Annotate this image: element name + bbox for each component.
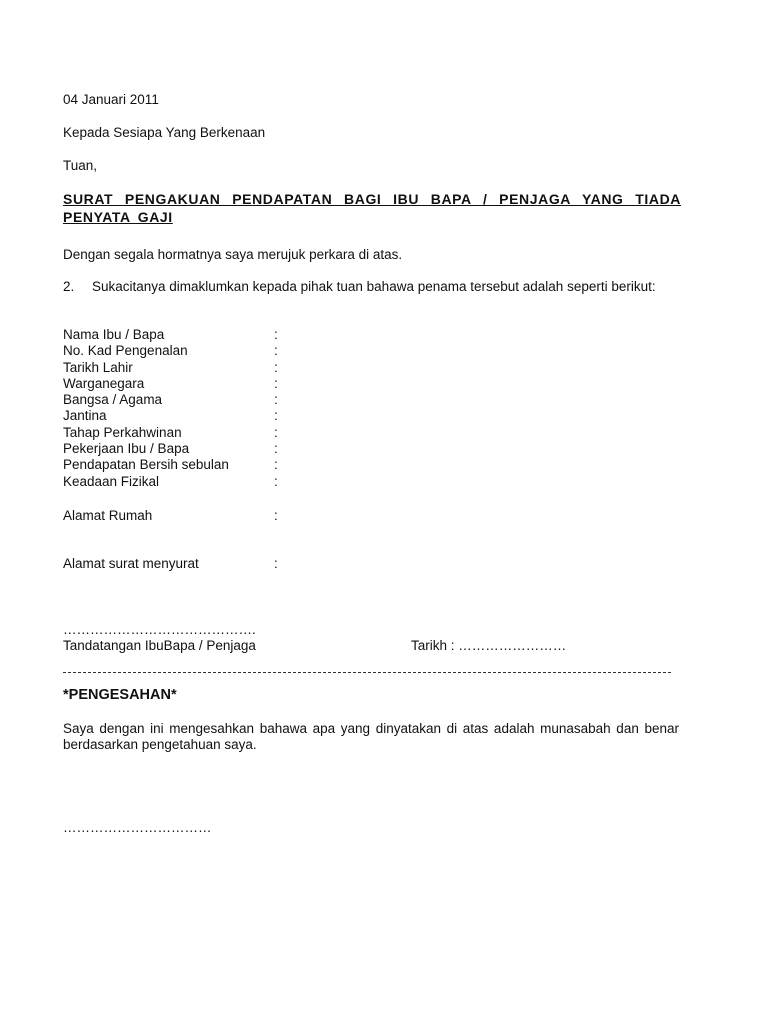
field-row	[63, 376, 363, 392]
field-row	[63, 360, 363, 376]
field-label: Jantina	[63, 408, 107, 424]
field-row	[63, 425, 363, 441]
letter-title: SURAT PENGAKUAN PENDAPATAN BAGI IBU BAPA / PENJAGA YANG TIADA PENYATA GAJI	[63, 191, 681, 225]
parent-signature-line: …………………………………….	[63, 622, 256, 637]
field-colon: :	[274, 327, 278, 342]
field-label: Tarikh Lahir	[63, 359, 133, 375]
verifier-signature-line: ……………………………	[63, 820, 212, 835]
field-label: Pekerjaan Ibu / Bapa	[63, 441, 190, 457]
home-address-label: Alamat Rumah	[63, 508, 153, 523]
field-row	[63, 457, 363, 473]
paragraph-text: Sukacitanya dimaklumkan kepada pihak tuan bahawa penama tersebut adalah seperti berikut:	[92, 279, 656, 294]
details-list	[63, 327, 363, 490]
paragraph-number: 2.	[63, 279, 75, 294]
field-colon: :	[274, 375, 278, 391]
letter-date: 04 Januari 2011	[63, 92, 159, 107]
mailing-address-label: Alamat surat menyurat	[63, 556, 199, 571]
field-label: Keadaan Fizikal	[63, 473, 160, 489]
field-label: Pendapatan Bersih sebulan	[63, 457, 229, 473]
field-label: Nama Ibu / Bapa	[63, 327, 165, 342]
verification-heading: *PENGESAHAN*	[63, 687, 177, 703]
field-colon: :	[274, 359, 278, 375]
recipient: Kepada Sesiapa Yang Berkenaan	[63, 125, 266, 140]
field-colon: :	[274, 473, 278, 489]
verification-text: Saya dengan ini mengesahkan bahawa apa yang dinyatakan di atas adalah munasabah dan benar berdasarkan pengetahuan saya.	[63, 721, 679, 752]
field-colon: :	[274, 508, 278, 523]
field-colon: :	[274, 441, 278, 457]
field-colon: :	[274, 556, 278, 571]
field-colon: :	[274, 408, 278, 424]
field-row	[63, 408, 363, 424]
field-colon: :	[274, 457, 278, 473]
field-colon: :	[274, 392, 278, 408]
field-label: Warganegara	[63, 375, 145, 391]
parent-signature-label: Tandatangan IbuBapa / Penjaga	[63, 638, 256, 653]
field-row	[63, 392, 363, 408]
field-colon: :	[274, 424, 278, 440]
field-colon: :	[274, 343, 278, 359]
section-divider	[63, 672, 671, 673]
field-label: Bangsa / Agama	[63, 392, 163, 408]
field-row	[63, 441, 363, 457]
field-label: Tahap Perkahwinan	[63, 424, 182, 440]
field-row	[63, 343, 363, 359]
field-label: No. Kad Pengenalan	[63, 343, 188, 359]
field-row	[63, 327, 363, 343]
opening-paragraph: Dengan segala hormatnya saya merujuk perkara di atas.	[63, 247, 403, 262]
field-row	[63, 474, 363, 490]
signature-date-field: Tarikh : ……………………	[411, 638, 567, 653]
salutation: Tuan,	[63, 158, 98, 173]
